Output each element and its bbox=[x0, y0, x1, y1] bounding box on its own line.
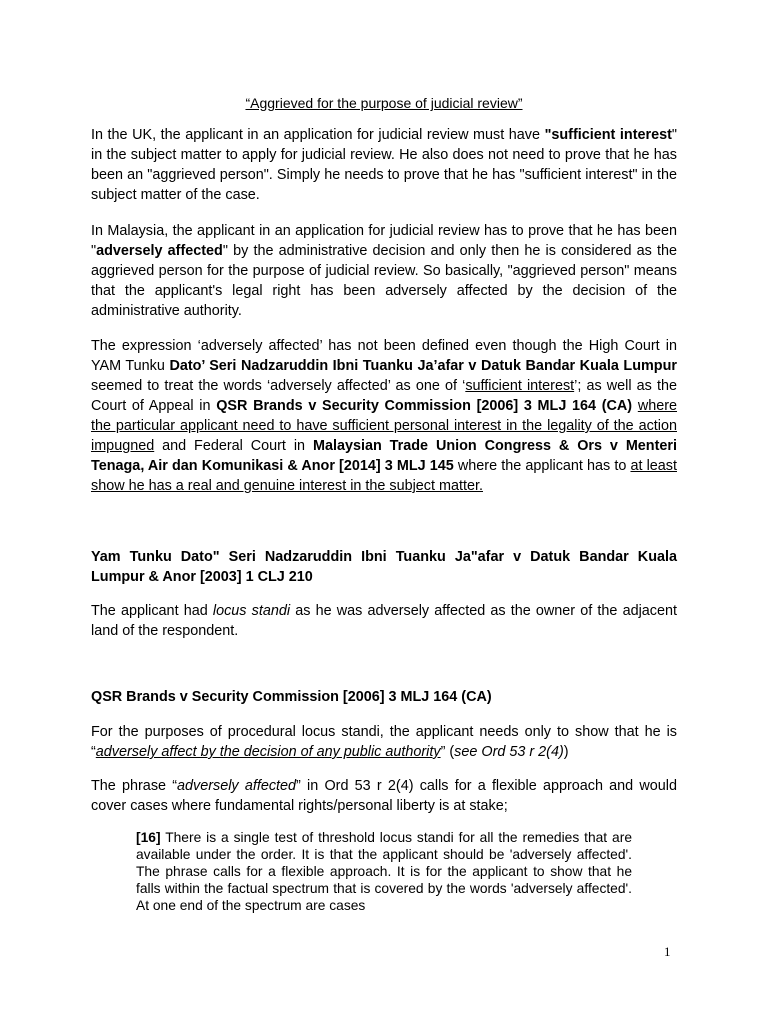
emphasis-sufficient-interest: "sufficient interest bbox=[544, 127, 672, 143]
document-title bbox=[0, 94, 768, 112]
paragraph-text: ’; as well as the Court of Appeal in bbox=[91, 378, 677, 414]
document-title-text: “Aggrieved for the purpose of judicial review” bbox=[245, 95, 523, 111]
paragraph-flexible-approach bbox=[91, 776, 677, 816]
underlined-genuine-interest: at least show he has a real and genuine interest in the subject matter. bbox=[91, 458, 677, 494]
paragraph-text: ” ( bbox=[440, 744, 455, 760]
paragraph-text: " by the administrative decision and only then he is considered as the aggrieved person for the purpose of judicial review. So basically, "aggrieved person" means that the applicant's legal right has been adversely affected by the decision of the administrative authority. bbox=[91, 243, 677, 319]
paragraph-procedural-locus-standi bbox=[91, 722, 677, 762]
case-name-nadzaruddin: Dato’ Seri Nadzaruddin Ibni Tuanku Ja’afar v Datuk Bandar Kuala Lumpur bbox=[169, 358, 677, 374]
case-heading-nadzaruddin: Yam Tunku Dato" Seri Nadzaruddin Ibni Tuanku Ja"afar v Datuk Bandar Kuala Lumpur & Anor [2003] 1 CLJ 210 bbox=[91, 549, 677, 585]
paragraph-text: The phrase “ bbox=[91, 778, 178, 794]
quote-text: There is a single test of threshold locus standi for all the remedies that are available under the order. It is that the applicant should be 'adversely affected'. The phrase calls for a flexible approach. It is for the applicant to show that he falls within the factual spectrum that is covered by the words 'adversely affected'. At one end of the spectrum are cases bbox=[136, 830, 632, 913]
paragraph-text: In the UK, the applicant in an application for judicial review must have bbox=[91, 127, 545, 143]
paragraph-text: as he was adversely affected as the owner of the adjacent land of the respondent. bbox=[91, 603, 677, 639]
paragraph-uk-sufficient-interest bbox=[91, 125, 677, 205]
citation-ord-53: see Ord 53 r 2(4) bbox=[454, 744, 564, 760]
paragraph-text: The applicant had bbox=[91, 603, 213, 619]
italic-adversely-affected: adversely affected bbox=[177, 778, 297, 794]
paragraph-text: " in the subject matter to apply for judicial review. He also does not need to prove that he has been an "aggrieved person". Simply he needs to prove that he has "sufficient interest" in the subject matter of the case. bbox=[91, 127, 677, 203]
paragraph-expression-adversely-affected bbox=[91, 336, 677, 496]
paragraph-text: seemed to treat the words ‘adversely affected’ as one of ‘ bbox=[91, 378, 466, 394]
italic-locus-standi: locus standi bbox=[212, 603, 291, 619]
page-number: 1 bbox=[664, 944, 671, 959]
paragraph-malaysia-adversely-affected bbox=[91, 221, 677, 321]
case-name-qsr-brands: QSR Brands v Security Commission [2006] 3 MLJ 164 (CA) bbox=[216, 398, 633, 414]
paragraph-text: For the purposes of procedural locus standi, the applicant needs only to show that he is “ bbox=[91, 724, 677, 760]
paragraph-text: ” in Ord 53 r 2(4) calls for a flexible approach and would cover cases where fundamental rights/personal liberty is at stake; bbox=[91, 778, 677, 814]
paragraph-text: and Federal Court in bbox=[154, 438, 313, 454]
case-heading-qsr-brands: QSR Brands v Security Commission [2006] 3 MLJ 164 (CA) bbox=[91, 689, 492, 705]
quote-paragraph-number: [16] bbox=[136, 830, 161, 845]
underlined-sufficient-interest: sufficient interest bbox=[465, 378, 575, 394]
case-name-mtuc: Malaysian Trade Union Congress & Ors v Menteri Tenaga, Air dan Komunikasi & Anor [2014] 3 MLJ 145 bbox=[91, 438, 677, 474]
paragraph-text: ) bbox=[563, 744, 569, 760]
paragraph-text: where the applicant has to bbox=[453, 458, 631, 474]
emphasis-adversely-affected: adversely affected bbox=[96, 243, 223, 259]
block-quote-paragraph-16 bbox=[136, 829, 632, 914]
paragraph-text: In Malaysia, the applicant in an application for judicial review has to prove that he has been " bbox=[91, 223, 677, 259]
paragraph-text: The expression ‘adversely affected’ has not been defined even though the High Court in YAM Tunku bbox=[91, 338, 677, 374]
underlined-personal-interest: where the particular applicant need to have sufficient personal interest in the legality of the action impugned bbox=[91, 398, 678, 454]
quoted-public-authority: adversely affect by the decision of any public authority bbox=[95, 744, 441, 760]
paragraph-locus-standi bbox=[91, 601, 677, 641]
